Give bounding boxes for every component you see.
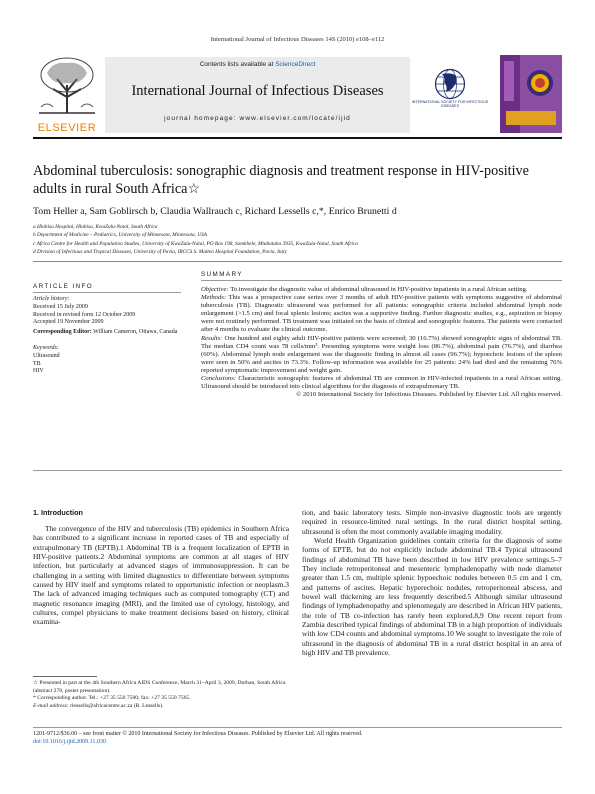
article-info: [33, 296, 181, 376]
footnotes: [33, 680, 289, 710]
summary-methods: [201, 294, 562, 334]
footnote-rule: [33, 676, 97, 677]
summary-copyright: © 2010 International Society for Infectious Diseases. Published by Elsevier Ltd. All rights reserved.: [296, 391, 562, 399]
conclusions-label: Conclusions:: [201, 375, 237, 383]
keyword: TB: [33, 360, 41, 367]
contents-prefix: Contents lists available at: [199, 61, 276, 68]
section-heading: 1. Introduction: [33, 508, 83, 517]
header-divider: [33, 261, 562, 262]
globe-icon: [404, 68, 496, 100]
editor-name: William Cameron, Ottawa, Canada: [93, 329, 178, 336]
sciencedirect-link[interactable]: ScienceDirect: [275, 61, 316, 68]
email-label: E-mail address:: [33, 702, 69, 709]
journal-homepage-link[interactable]: journal homepage: www.elsevier.com/locate/ijid: [164, 115, 351, 122]
page-footer: [33, 730, 562, 747]
elsevier-tree-icon: [33, 55, 101, 115]
summary-objective: [201, 286, 562, 294]
issn-line: 1201-9712/$36.00 – see front matter © 2010 International Society for Infectious Diseases. Published by Elsevier Ltd. All rights reserved.: [33, 731, 363, 737]
affiliation-b: b Department of Medicine – Pediatrics, University of Minnesota, Minnesota, USA: [33, 232, 208, 239]
society-name: INTERNATIONAL SOCIETY FOR INFECTIOUS DISEASES: [411, 100, 489, 108]
contents-line: [105, 61, 410, 68]
masthead-rule: [33, 137, 562, 139]
publisher-wordmark: ELSEVIER: [37, 122, 97, 134]
footnote-email: [33, 703, 289, 711]
revised-date: Received in revised form 12 October 2009: [33, 311, 136, 318]
summary-bottom-rule: [33, 470, 562, 471]
elsevier-logo: [33, 55, 101, 134]
body-left-column: [33, 524, 289, 627]
article-title: Abdominal tuberculosis: sonographic diagnosis and treatment response in HIV-positive adults in rural South Africa☆: [33, 163, 529, 197]
methods-label: Methods:: [201, 294, 227, 302]
methods-text: This was a prospective case series over 3 months of adult HIV-positive patients with symptoms suggestive of abdominal tuberculosis (TB). Diagnostic ultrasound was performed for all patients: sonographic criteria included abdominal lymph node enlargement (>1.5 cm) and focal splenic lesions; ascites was a supportive finding. Further diagnostic studies, e.g., aspiration or biopsy were not routinely performed. TB treatment was initiated on the basis of clinical and sonographic features. The patients were contacted after 4 months to evaluate the clinical outcome.: [201, 294, 562, 334]
footnote-presented: ☆ Presented in part at the 4th Southern Africa AIDS Conference, March 31–April 3, 2009, Durban, South Africa (abstract 278, poster presentation).: [33, 680, 286, 694]
journal-masthead: [105, 57, 410, 133]
body-paragraph: tion, and basic laboratory tests. Simple non-invasive diagnostic tools are urgently required in resource-limited rural settings. In the rural district hospital setting, ultrasound is often the most commonly available imaging modality.: [302, 508, 562, 536]
results-label: Results:: [201, 334, 223, 342]
article-info-heading: ARTICLE INFO: [33, 283, 94, 290]
body-paragraph: World Health Organization guidelines contain criteria for the diagnosis of some forms of EPTB, but do not explicitly include abdominal TB.4 Typical ultrasound findings of abdominal TB have been described in low HIV prevalence settings.5–7 They include retroperitoneal and mesenteric lymphadenopathy with node diameter greater than 1.5 cm, multiple splenic hypoechoic nodules between 0.5 cm and 1 cm, and patterns of ascites. Hepatic hyperechoic nodules, retroperitoneal abscess, and bowel wall thickening are less frequently described.5 Although similar ultrasound findings of lymphadenopathy and splenomegaly are described in African HIV patients, the role of TB co-infection has rarely been explored.8,9 One recent report from Zambia described typical findings of abdominal TB in a high proportion of individuals with low CD4 counts and abdominal symptoms.10 We sought to investigate the role of ultrasound in the diagnosis of abdominal TB in a rural district hospital in an area of high HIV and TB prevalence.: [302, 536, 562, 658]
conclusions-text: Characteristic sonographic features of abdominal TB are common in HIV-infected inpatients in a rural African setting. Ultrasound should be introduced into clinical algorithms for the diagnosis of extrapulmonary TB.: [201, 375, 562, 391]
journal-cover-image: [500, 55, 562, 133]
affiliation-d: d Division of Infectious and Tropical Diseases, University of Pavia, IRCCS S. Matteo Hospital Foundation, Pavia, Italy: [33, 248, 287, 255]
keyword: Ultrasound: [33, 352, 60, 359]
editor-label: Corresponding Editor:: [33, 329, 92, 336]
summary-conclusions: [201, 375, 562, 391]
accepted-date: Accepted 19 November 2009: [33, 319, 104, 326]
society-logo: [404, 68, 496, 112]
objective-label: Objective:: [201, 286, 229, 293]
doi-link[interactable]: doi:10.1016/j.ijid.2009.11.030: [33, 739, 106, 746]
keyword: HIV: [33, 368, 44, 375]
email-link[interactable]: rlessells@africacentre.ac.za (R. Lessells).: [70, 702, 164, 709]
article-info-rule: [33, 292, 181, 293]
footer-rule: [33, 727, 562, 728]
author-list: Tom Heller a, Sam Goblirsch b, Claudia Wallrauch c, Richard Lessells c,*, Enrico Brunetti d: [33, 206, 397, 217]
affiliation-a: a Hlabisa Hospital, Hlabisa, KwaZulu-Natal, South Africa: [33, 224, 158, 230]
footnote-corresponding: * Corresponding author. Tel.: +27 35 550 7500; fax: +27 35 550 7565.: [33, 695, 191, 702]
corresponding-editor: [33, 329, 181, 337]
keywords-label: Keywords:: [33, 344, 59, 351]
affiliation-c: c Africa Centre for Health and Population Studies, University of KwaZulu-Natal, PO Box 198, Somkhele, Mtubatuba 3935, KwaZulu-Natal, South Africa: [33, 240, 358, 247]
body-paragraph: The convergence of the HIV and tuberculosis (TB) epidemics in Southern Africa has contributed to a significant increase in reported cases of TB and especially of extrapulmonary TB (EPTB).1 Abdominal TB is a frequent localization of EPTB in HIV-positive patients.2 Abdominal symptoms are common at all stages of HIV infection, but particularly at advanced stages of immunosuppression. It can be challenging in a setting with limited diagnostics to differentiate between symptoms caused by HIV itself and symptoms related to opportunistic infection or neoplasm.3 The lack of advanced imaging techniques such as computed tomography (CT) and magnetic resonance imaging (MRI), and the limited use of cytology, histology, and cultures, compel physicians to make treatment decisions based on history, clinical examina-: [33, 524, 289, 627]
summary-results: [201, 335, 562, 375]
journal-citation: International Journal of Infectious Diseases 14S (2010) e108–e112: [210, 36, 385, 43]
results-text: One hundred and eighty adult HIV-positive patients were screened; 30 (16.7%) showed sonographic signs of abdominal TB. The median CD4 count was 78 cells/mm³. Presenting symptoms were weight loss (86.7%), abdominal pain (76.7%), and diarrhea (60%). Abdominal lymph node enlargement was the diagnostic finding in almost all cases (96.7%); hypoechoic lesions of the spleen were seen in 50% and ascites in 73.3%. Follow-up information was available for 25 patients: 24% had died and the remaining 76% reported symptomatic improvement and weight gain.: [201, 334, 562, 374]
journal-name: International Journal of Infectious Diseases: [131, 83, 384, 99]
summary-abstract: [201, 286, 562, 399]
received-date: Received 15 July 2009: [33, 303, 88, 310]
summary-heading: SUMMARY: [201, 271, 243, 278]
affiliations: [33, 223, 562, 256]
objective-text: To investigate the diagnostic value of abdominal ultrasound in HIV-positive inpatients in a rural African setting.: [230, 286, 528, 293]
summary-rule: [201, 280, 562, 281]
history-label: Article history:: [33, 296, 70, 302]
body-right-column: [302, 508, 562, 658]
